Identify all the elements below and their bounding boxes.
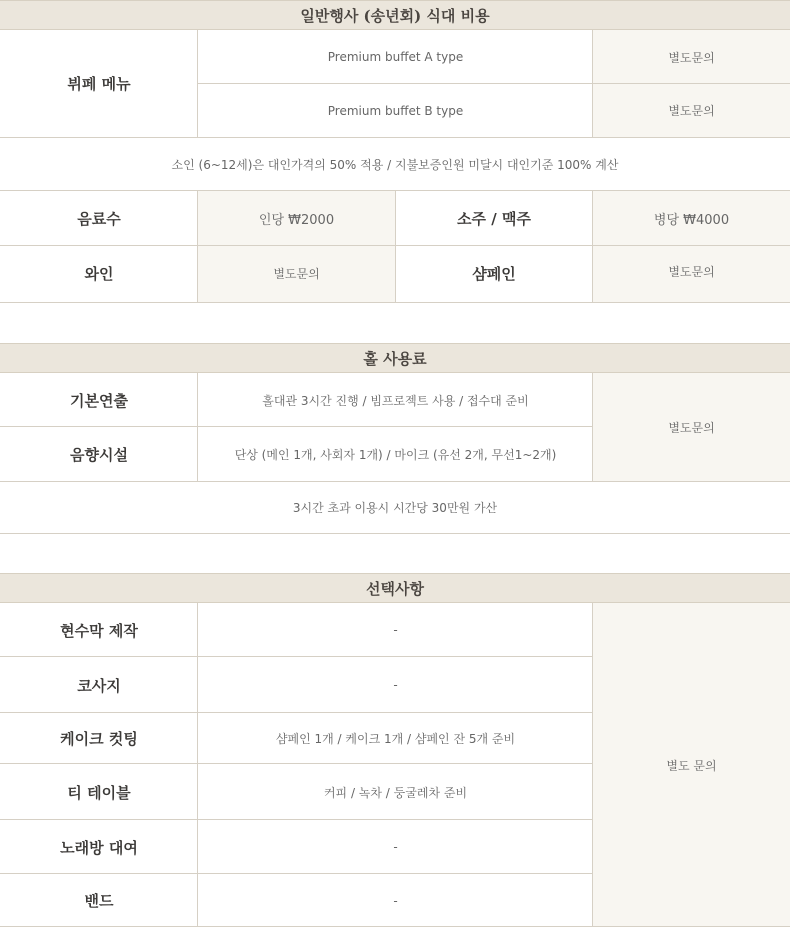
champagne-label: 샴페인 — [472, 265, 516, 283]
option-desc: - — [393, 840, 398, 854]
option-desc: 샴페인 1개 / 케이크 1개 / 샴페인 잔 5개 준비 — [275, 732, 516, 746]
option-desc: - — [393, 623, 398, 637]
option-label: 밴드 — [84, 892, 114, 910]
section-title-catering: 일반행사 (송년회) 식대 비용 — [0, 0, 790, 30]
beverage-label: 음료수 — [77, 209, 121, 228]
option-desc: 커피 / 녹차 / 둥굴레차 준비 — [323, 785, 468, 800]
option-label: 코사지 — [77, 676, 121, 695]
options-price: 별도 문의 — [666, 758, 717, 773]
option-label: 케이크 컷팅 — [60, 730, 138, 748]
basic-setup-desc: 홀대관 3시간 진행 / 빔프로젝트 사용 / 접수대 준비 — [262, 393, 529, 408]
buffet-b-name: Premium buffet B type — [327, 103, 464, 118]
hall-price: 별도문의 — [668, 421, 715, 435]
section-title-options: 선택사항 — [0, 573, 790, 603]
buffet-menu-label: 뷔페 메뉴 — [67, 75, 131, 93]
buffet-a-name: Premium buffet A type — [327, 50, 464, 64]
overtime-note: 3시간 초과 이용시 시간당 30만원 가산 — [292, 501, 498, 515]
sound-system-desc: 단상 (메인 1개, 사회자 1개) / 마이크 (유선 2개, 무선1~2개) — [234, 448, 557, 462]
option-desc: - — [393, 893, 398, 908]
soju-beer-label: 소주 / 맥주 — [457, 209, 531, 228]
child-pricing-note: 소인 (6~12세)은 대인가격의 50% 적용 / 지불보증인원 미달시 대인기준 100% 계산 — [171, 157, 619, 172]
wine-price: 별도문의 — [273, 267, 320, 281]
option-label: 현수막 제작 — [60, 621, 138, 640]
section-title-hall-fee: 홀 사용료 — [0, 343, 790, 373]
basic-setup-label: 기본연출 — [70, 391, 128, 410]
buffet-a-price: 별도문의 — [668, 50, 715, 65]
beverage-price: 인당 ₩2000 — [258, 212, 335, 228]
option-label: 노래방 대여 — [60, 838, 138, 857]
buffet-b-price: 별도문의 — [668, 104, 715, 118]
wine-label: 와인 — [84, 265, 114, 283]
sound-system-label: 음향시설 — [70, 446, 128, 464]
option-desc: - — [393, 678, 398, 692]
soju-beer-price: 병당 ₩4000 — [653, 212, 730, 228]
option-label: 티 테이블 — [67, 783, 131, 802]
champagne-price: 별도문의 — [668, 264, 715, 279]
